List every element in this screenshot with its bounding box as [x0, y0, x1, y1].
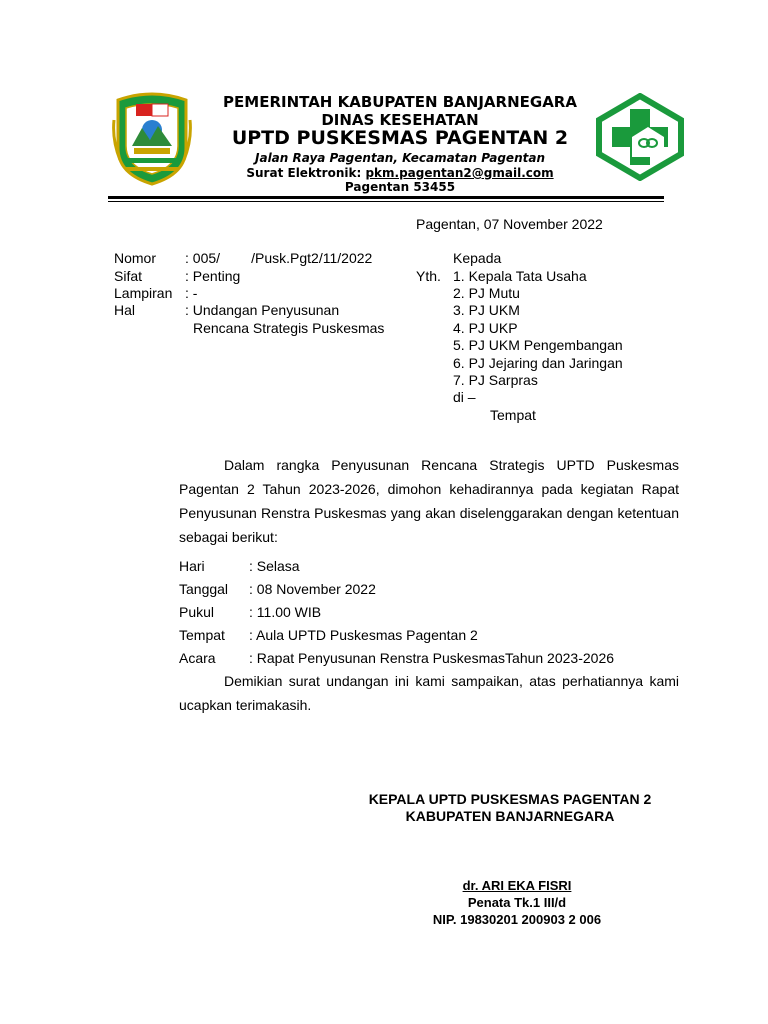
lampiran-label: Lampiran: [114, 285, 173, 301]
recipient-item: 6. PJ Jejaring dan Jaringan: [453, 355, 623, 371]
letterhead-rule-thin: [108, 201, 664, 202]
detail-label: Hari: [179, 558, 205, 574]
hal-label: Hal: [114, 302, 136, 318]
letterhead-institution: UPTD PUSKESMAS PAGENTAN 2: [231, 127, 569, 149]
recipient-kepada: Kepada: [453, 250, 502, 266]
letterhead-office: DINAS KESEHATAN: [321, 111, 479, 129]
detail-value: : 08 November 2022: [249, 581, 376, 597]
recipient-item: 2. PJ Mutu: [453, 285, 520, 301]
body-closing: Demikian surat undangan ini kami sampaikan, atas perhatiannya kami ucapkan terimakasih.: [179, 673, 679, 713]
letter-date: Pagentan, 07 November 2022: [416, 216, 603, 232]
signature-title: KEPALA UPTD PUSKESMAS PAGENTAN 2: [368, 791, 652, 807]
recipient-item: 3. PJ UKM: [453, 302, 520, 318]
recipient-item: 4. PJ UKP: [453, 320, 518, 336]
detail-value: : 11.00 WIB: [249, 604, 322, 620]
nomor-label: Nomor: [114, 250, 157, 266]
detail-label: Acara: [179, 650, 216, 666]
signature-rank: Penata Tk.1 III/d: [467, 895, 567, 910]
hal-value-cont: Rencana Strategis Puskesmas: [193, 320, 385, 336]
letterhead-address: Jalan Raya Pagentan, Kecamatan Pagentan: [255, 151, 545, 165]
lampiran-value: : -: [185, 285, 198, 301]
recipient-item: 5. PJ UKM Pengembangan: [453, 337, 623, 353]
recipient-item: 7. PJ Sarpras: [453, 372, 538, 388]
sifat-value: : Penting: [185, 268, 241, 284]
recipient-tempat: Tempat: [490, 407, 536, 423]
detail-label: Tempat: [179, 627, 225, 643]
email-label: Surat Elektronik:: [246, 166, 362, 180]
detail-label: Pukul: [179, 604, 215, 620]
recipient-yth: Yth.: [416, 268, 441, 284]
letterhead-postal: Pagentan 53455: [344, 180, 456, 194]
body-opening: Dalam rangka Penyusunan Rencana Strategis UPTD Puskesmas Pagentan 2 Tahun 2023-2026, dimohon kehadirannya pada kegiatan Rapat Penyusunan Renstra Puskesmas yang akan diselenggarakan dengan ketentuan sebagai berikut:: [179, 457, 679, 545]
recipient-item: 1. Kepala Tata Usaha: [453, 268, 587, 284]
regency-emblem-logo: [112, 90, 192, 186]
hal-value: : Undangan Penyusunan: [185, 302, 340, 318]
detail-value: : Selasa: [249, 558, 300, 574]
detail-label: Tanggal: [179, 581, 229, 597]
nomor-value: : 005/ /Pusk.Pgt2/11/2022: [185, 250, 373, 266]
sifat-label: Sifat: [114, 268, 143, 284]
letterhead-government: PEMERINTAH KABUPATEN BANJARNEGARA: [223, 93, 577, 111]
letterhead-rule-thick: [108, 196, 664, 199]
detail-value: : Rapat Penyusunan Renstra PuskesmasTahun 2023-2026: [249, 650, 615, 666]
signature-subtitle: KABUPATEN BANJARNEGARA: [405, 808, 615, 824]
email-link[interactable]: pkm.pagentan2@gmail.com: [365, 166, 554, 180]
detail-value: : Aula UPTD Puskesmas Pagentan 2: [249, 627, 478, 643]
letterhead-email-line: [190, 166, 610, 180]
signature-nip: NIP. 19830201 200903 2 006: [432, 912, 602, 927]
recipient-di: di –: [453, 389, 476, 405]
signature-name: dr. ARI EKA FISRI: [462, 878, 572, 893]
